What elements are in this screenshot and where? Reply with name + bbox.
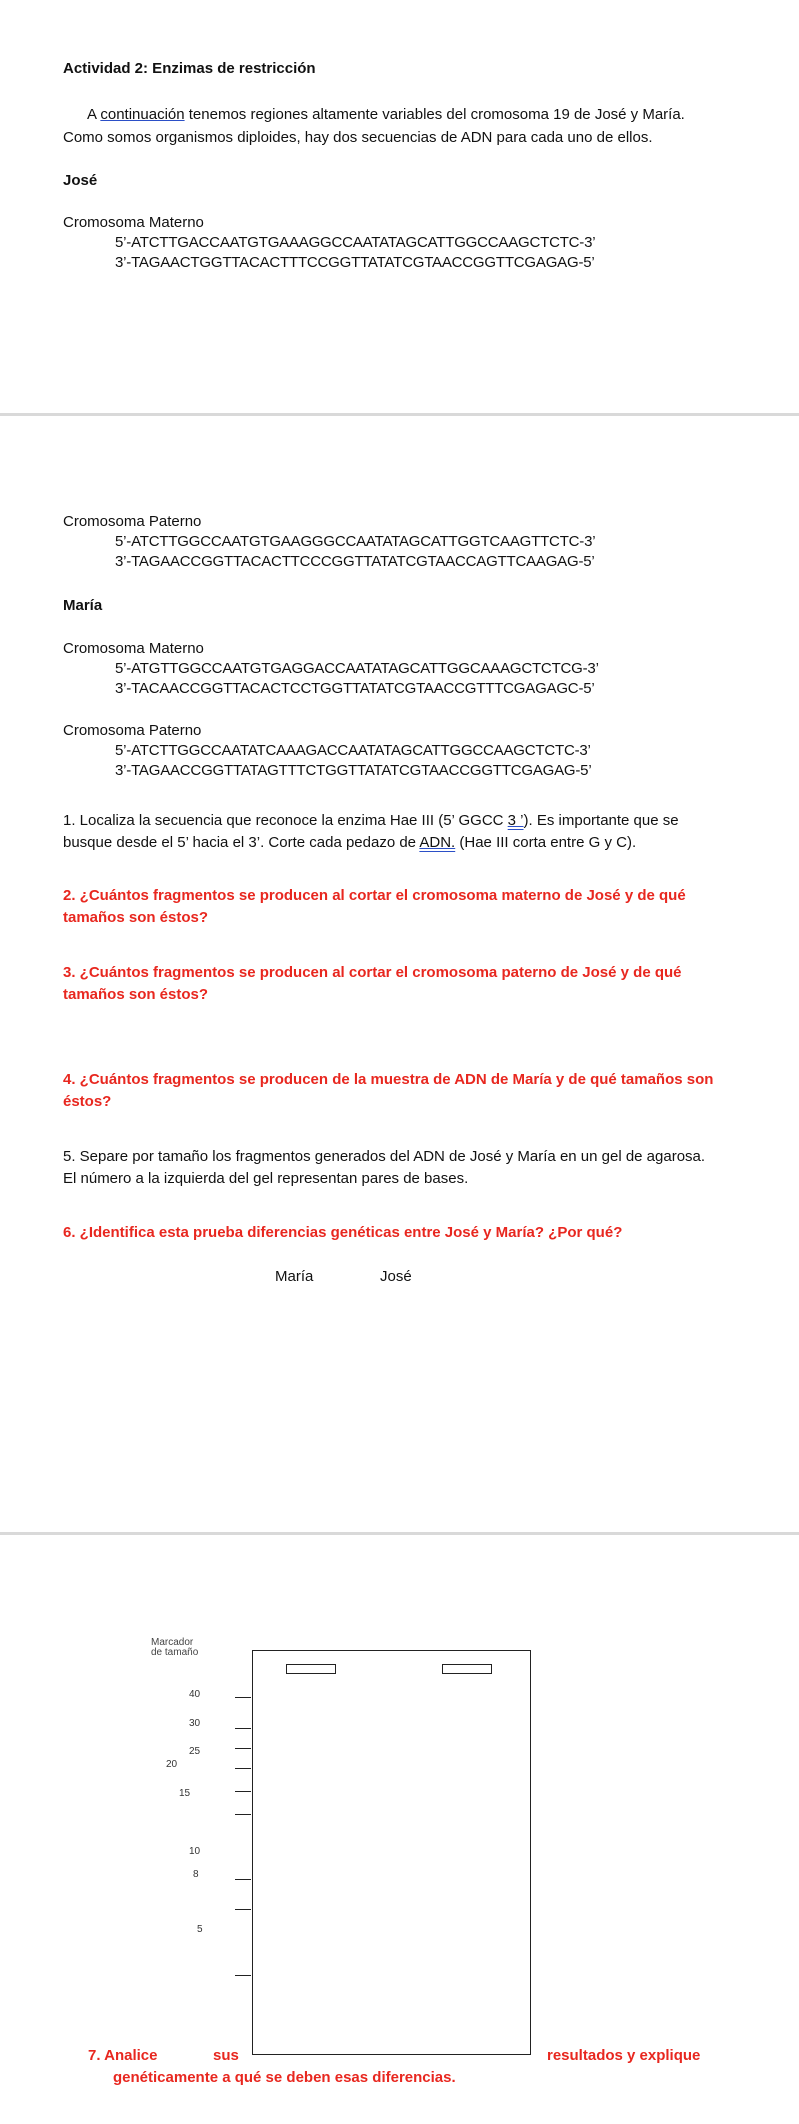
question-7-sus: sus [213,2047,239,2064]
maria-maternal-label: Cromosoma Materno [63,640,204,657]
question-3-line-2: tamaños son éstos? [63,986,209,1003]
lane-label-jose: José [380,1268,412,1285]
q1-text: 1. Localiza la secuencia que reconoce la enzima Hae III (5’ GGCC [63,812,508,829]
marker-tick [235,1697,251,1698]
marker-8: 8 [193,1869,199,1880]
jose-heading: José [63,172,98,189]
page-2 [0,416,799,1532]
marker-20: 20 [166,1759,178,1770]
marker-tick [235,1909,251,1910]
question-1-line-1 [63,812,679,830]
maria-paternal-top-strand: 5’-ATCTTGGCCAATATCAAAGACCAATATAGCATTGGCCAAGCTCTC-3’ [115,742,591,759]
maria-maternal-bottom-strand: 3’-TACAACCGGTTACACTCCTGGTTATATCGTAACCGTTTCGAGAGC-5’ [115,680,595,697]
marker-tick [235,1814,251,1815]
maria-paternal-label: Cromosoma Paterno [63,722,202,739]
marker-tick [235,1728,251,1729]
maria-heading: María [63,597,103,614]
question-4-line-1: 4. ¿Cuántos fragmentos se producen de la muestra de ADN de María y de qué tamaños son [63,1071,714,1088]
question-6: 6. ¿Identifica esta prueba diferencias genéticas entre José y María? ¿Por qué? [63,1224,623,1241]
marker-5: 5 [197,1924,203,1935]
q1-text-2-end: (Hae III corta entre G y C). [455,834,637,851]
q1-text-2: busque desde el 5’ hacia el 3’. Corte cada pedazo de [63,834,420,851]
question-5-line-1: 5. Separe por tamaño los fragmentos generados del ADN de José y María en un gel de agarosa. [63,1148,706,1165]
marker-10: 10 [189,1846,201,1857]
marker-tick [235,1975,251,1976]
marker-title-line-1: Marcador [151,1637,194,1648]
well-maria [286,1664,336,1674]
question-1-line-2 [63,834,636,852]
page-1 [0,0,799,413]
marker-tick [235,1791,251,1792]
intro-line-1 [87,106,685,124]
jose-paternal-bottom-strand: 3’-TAGAACCGGTTACACTTCCCGGTTATATCGTAACCAGTTCAAGAG-5’ [115,553,595,570]
jose-maternal-bottom-strand: 3’-TAGAACTGGTTACACTTTCCGGTTATATCGTAACCGGTTCGAGAG-5’ [115,254,595,271]
agarose-gel[interactable] [252,1650,531,2055]
intro-suffix: tenemos regiones altamente variables del cromosoma 19 de José y María. [184,106,685,123]
question-2-line-1: 2. ¿Cuántos fragmentos se producen al cortar el cromosoma materno de José y de qué [63,887,686,904]
question-7-right: resultados y explique [547,2047,701,2064]
jose-maternal-label: Cromosoma Materno [63,214,204,231]
activity-title: Actividad 2: Enzimas de restricción [63,60,316,77]
intro-line-2: Como somos organismos diploides, hay dos secuencias de ADN para cada uno de ellos. [63,129,653,146]
question-7-number: 7. Analice [88,2047,158,2064]
question-3-line-1: 3. ¿Cuántos fragmentos se producen al cortar el cromosoma paterno de José y de qué [63,964,682,981]
jose-paternal-top-strand: 5’-ATCTTGGCCAATGTGAAGGGCCAATATAGCATTGGTCAAGTTCTC-3’ [115,533,596,550]
maria-paternal-bottom-strand: 3’-TAGAACCGGTTATAGTTTCTGGTTATATCGTAACCGGTTCGAGAG-5’ [115,762,592,779]
marker-tick [235,1879,251,1880]
q1-text-end: ). Es importante que se [523,812,679,829]
marker-title-line-2: de tamaño [151,1647,199,1658]
page-3 [0,1536,799,2124]
question-7-line-2: genéticamente a qué se deben esas diferencias. [113,2069,456,2086]
page-break-2 [0,1532,799,1535]
question-4-line-2: éstos? [63,1093,112,1110]
jose-maternal-top-strand: 5’-ATCTTGACCAATGTGAAAGGCCAATATAGCATTGGCCAAGCTCTC-3’ [115,234,596,251]
marker-15: 15 [179,1788,191,1799]
question-2-line-2: tamaños son éstos? [63,909,209,926]
intro-prefix: A [87,106,101,123]
lane-label-maria: María [275,1268,314,1285]
well-jose [442,1664,492,1674]
q1-underlined-adn: ADN. [419,834,456,851]
question-5-line-2: El número a la izquierda del gel representan pares de bases. [63,1170,469,1187]
jose-paternal-label: Cromosoma Paterno [63,513,202,530]
marker-40: 40 [189,1689,201,1700]
q1-underlined-mark: 3 ’ [507,812,524,829]
intro-underlined-word: continuación [100,106,185,123]
marker-tick [235,1748,251,1749]
maria-maternal-top-strand: 5’-ATGTTGGCCAATGTGAGGACCAATATAGCATTGGCAAAGCTCTCG-3’ [115,660,599,677]
marker-25: 25 [189,1746,201,1757]
marker-tick [235,1768,251,1769]
marker-30: 30 [189,1718,201,1729]
